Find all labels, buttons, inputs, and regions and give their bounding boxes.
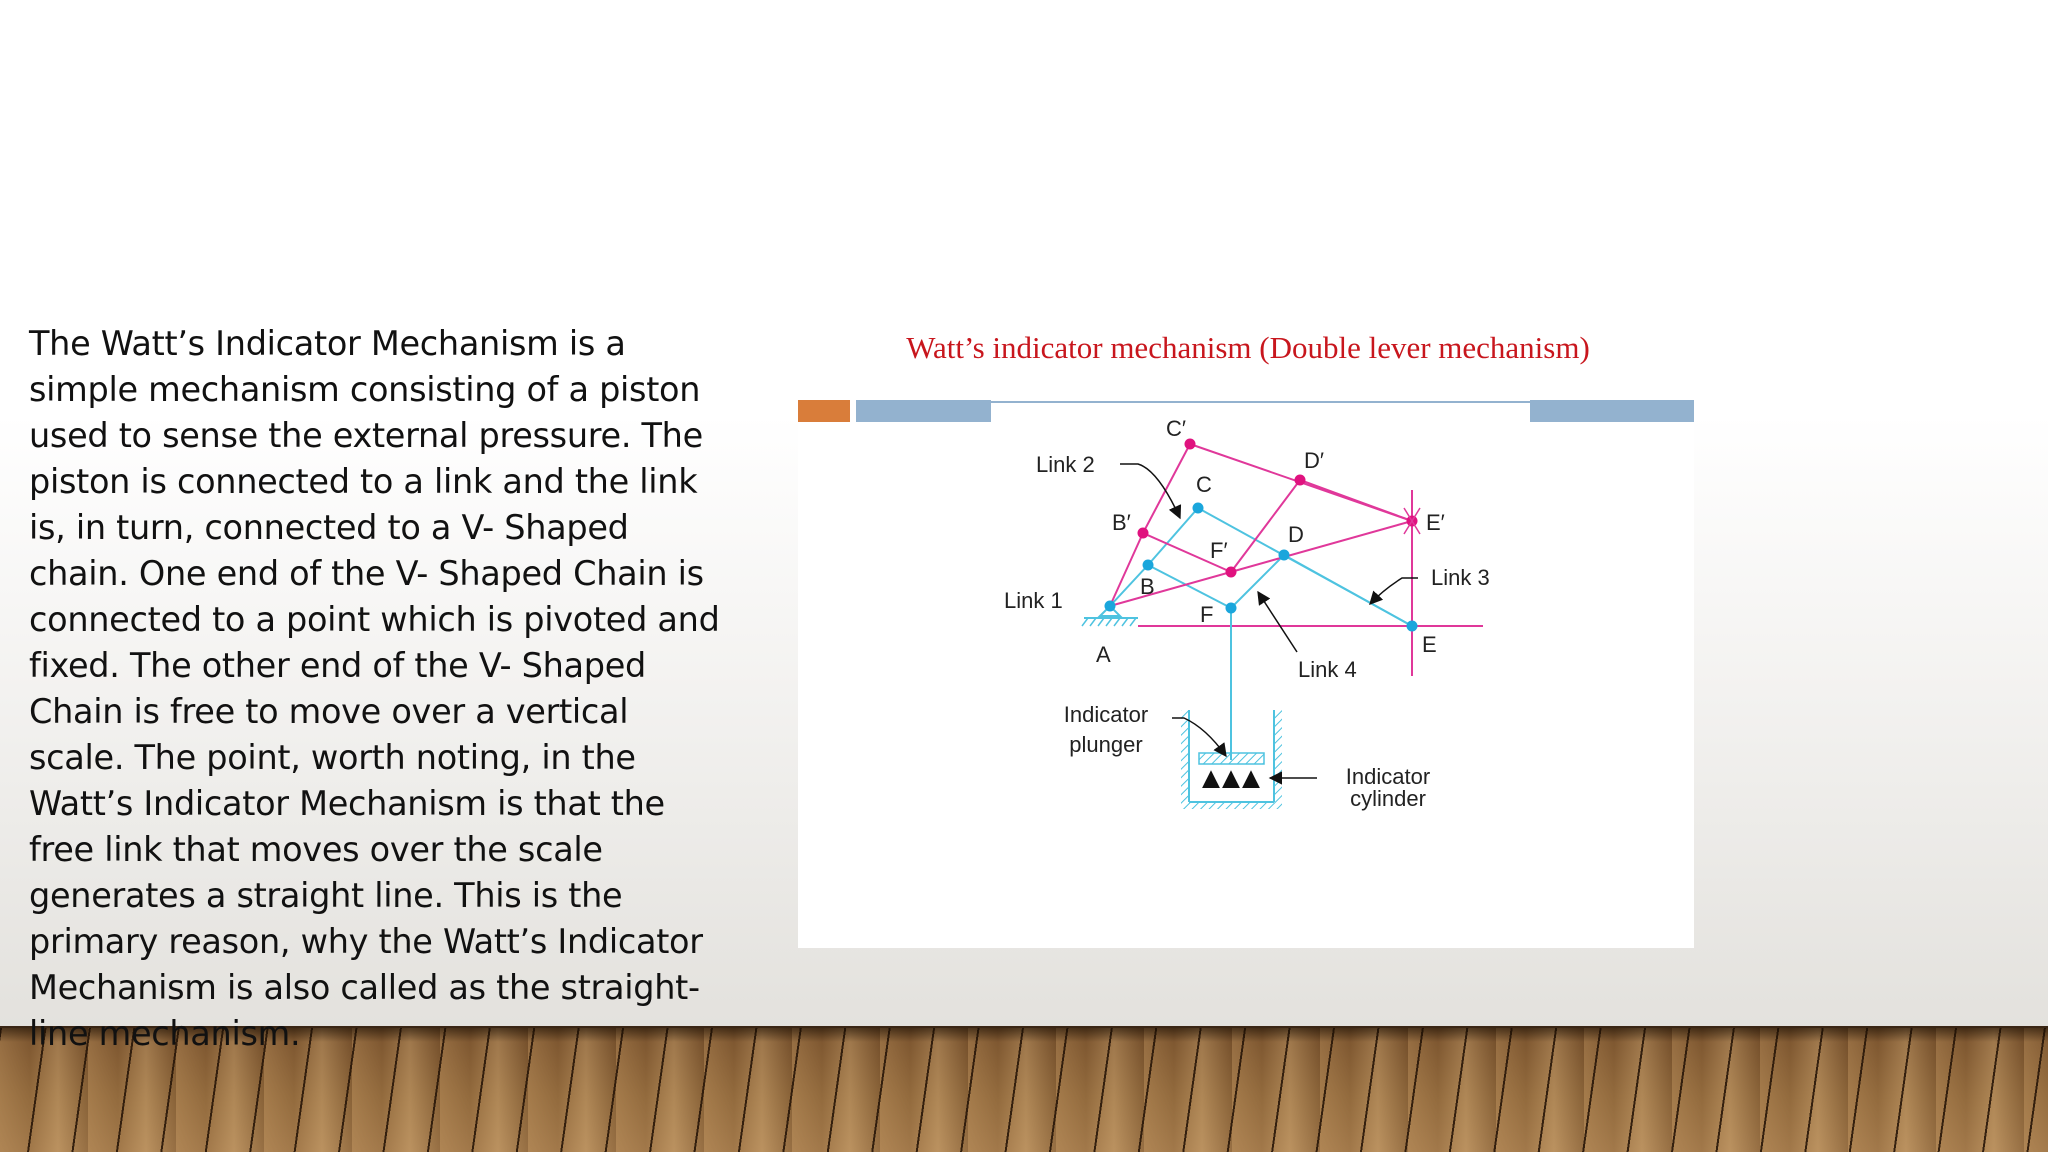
label-b-prime: B′ (1112, 510, 1131, 535)
label-e-prime: E′ (1426, 510, 1445, 535)
body-text: The Watt’s Indicator Mechanism is a simple mechanism consisting of a piston used to sense the external pressure. The piston is connected to a link and the link is, in turn, connected to a V- Shaped chain. One end of the V- Shaped Chain is connected to a point which is pivoted and fixed. The other end of the V- Shaped Chain is free to move over a vertical scale. The point, worth noting, in the Watt’s Indicator Mechanism is that the free link that moves over the scale generates a straight line. This is the primary reason, why the Watt’s Indicator Mechanism is also called as the straight-line mechanism. (29, 324, 720, 1053)
label-indicator-plunger-line2: plunger (1069, 732, 1143, 757)
leader-lines (1120, 464, 1418, 778)
label-c-prime: C′ (1166, 416, 1187, 441)
mechanism-figure (798, 320, 1694, 948)
label-indicator-plunger-line1: Indicator (1063, 702, 1149, 727)
joints-cyan (1105, 503, 1418, 632)
label-f-prime: F′ (1210, 538, 1228, 563)
figure-title: Watt’s indicator mechanism (Double lever mechanism) (906, 330, 1590, 365)
label-link-2: Link 2 (1036, 452, 1095, 477)
label-b: B (1140, 574, 1155, 599)
label-link-3: Link 3 (1431, 565, 1490, 590)
mechanism-diagram (798, 320, 1694, 948)
label-c: C (1196, 472, 1212, 497)
label-d-prime: D′ (1304, 448, 1325, 473)
label-indicator-cylinder-line2: cylinder (1350, 786, 1426, 811)
label-indicator-cylinder-line1: Indicator (1345, 764, 1431, 789)
accent-bar-orange (798, 400, 850, 422)
label-link-4: Link 4 (1298, 657, 1357, 682)
accent-bar-blue-right (1530, 400, 1694, 422)
label-d: D (1288, 522, 1304, 547)
magenta-links (1110, 444, 1412, 606)
label-e: E (1422, 632, 1437, 657)
label-link-1: Link 1 (1004, 588, 1063, 613)
label-f: F (1200, 602, 1214, 627)
label-a: A (1096, 642, 1111, 667)
accent-bar-blue-left (856, 400, 991, 422)
indicator-piston (1199, 753, 1264, 764)
cyan-links (1110, 508, 1412, 760)
